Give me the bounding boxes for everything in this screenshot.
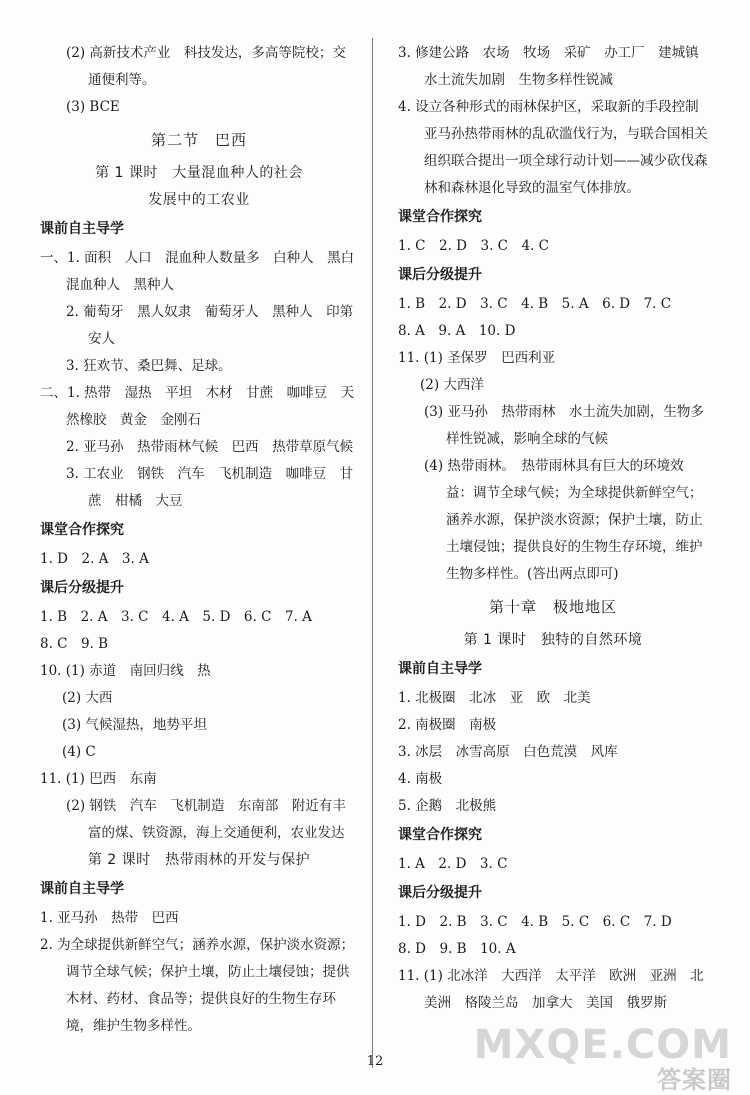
right-line: 1. C 2. D 3. C 4. C (398, 238, 549, 254)
left-line: 发展中的工农业 (148, 192, 250, 208)
right-line: 课堂合作探究 (398, 827, 482, 843)
left-line: 一、1. 面积 人口 混血种人数量多 白种人 黑白混血种人 黑种人 (40, 250, 355, 293)
left-column (40, 40, 358, 1040)
left-line: (2) 高新技术产业 科技发达，多高等院校；交通便利等。 (66, 45, 346, 88)
left-line: 8. C 9. B (40, 636, 109, 652)
left-line: 课堂合作探究 (40, 522, 124, 538)
right-line: 4. 南极 (398, 771, 443, 787)
left-line: 11. (1) 巴西 东南 (40, 771, 157, 787)
right-line: (3) 亚马孙 热带雨林 水土流失加剧，生物多样性锐减，影响全球的气候 (424, 404, 704, 447)
right-line: 课后分级提升 (398, 885, 482, 901)
left-line: 第 1 课时 大量混血种人的社会 (95, 165, 303, 181)
right-line: 3. 修建公路 农场 牧场 采矿 办工厂 建城镇 水土流失加剧 生物多样性锐减 (398, 45, 713, 88)
left-line: (3) BCE (66, 99, 120, 115)
right-line: 8. A 9. A 10. D (398, 323, 516, 339)
left-line: 1. D 2. A 3. A (40, 551, 149, 567)
right-line: 11. (1) 北冰洋 大西洋 太平洋 欧洲 亚洲 北美洲 格陵兰岛 加拿大 美国 俄罗斯 (398, 968, 704, 1011)
left-line: 2. 亚马孙 热带雨林气候 巴西 热带草原气候 (66, 439, 354, 455)
right-line: 1. B 2. D 3. C 4. B 5. A 6. D 7. C (398, 296, 672, 312)
right-column (398, 40, 713, 1017)
left-line: (2) 钢铁 汽车 飞机制造 东南部 附近有丰富的煤、铁资源，海上交通便利，农业发达 (66, 798, 346, 841)
left-line: 3. 工农业 钢铁 汽车 飞机制造 咖啡豆 甘蔗 柑橘 大豆 (66, 466, 354, 509)
left-line: 3. 狂欢节、桑巴舞、足球。 (66, 358, 232, 374)
column-divider (372, 38, 373, 1068)
right-line: 11. (1) 圣保罗 巴西利亚 (398, 350, 556, 366)
right-line: 第 1 课时 独特的自然环境 (463, 632, 643, 648)
right-line: (4) 热带雨林。 热带雨林具有巨大的环境效益：调节全球气候；为全球提供新鲜空气；涵养水源，保护淡水资源；保护土壤，防止土壤侵蚀；提供良好的生物生存环境，维护生物多样性。(答出两点即可) (424, 458, 703, 582)
left-line: (2) 大西 (62, 690, 113, 706)
right-line: 课前自主导学 (398, 661, 482, 677)
left-line: 1. B 2. A 3. C 4. A 5. D 6. C 7. A (40, 609, 312, 625)
right-line: 1. A 2. D 3. C (398, 856, 508, 872)
left-line: 课后分级提升 (40, 580, 124, 596)
right-line: 5. 企鹅 北极熊 (398, 798, 497, 814)
left-line: 第二节 巴西 (150, 131, 247, 149)
left-line: (3) 气候湿热，地势平坦 (62, 717, 207, 733)
right-line: 课后分级提升 (398, 267, 482, 283)
left-line: 10. (1) 赤道 南回归线 热 (40, 663, 211, 679)
left-line: (4) C (62, 744, 96, 760)
left-line: 1. 亚马孙 热带 巴西 (40, 910, 179, 926)
left-line: 2. 为全球提供新鲜空气；涵养水源，保护淡水资源；调节全球气候；保护土壤，防止土壤侵蚀；提供木材、药材、食品等；提供良好的生物生存环境，维护生物多样性。 (40, 937, 355, 1034)
watermark-sub: 答案圈 (657, 1066, 732, 1094)
right-line: 8. D 9. B 10. A (398, 941, 516, 957)
page-number: 12 (366, 1054, 384, 1069)
left-line: 课前自主导学 (40, 881, 124, 897)
right-line: 3. 冰层 冰雪高原 白色荒漠 风库 (398, 744, 618, 760)
watermark: MXQE.COM (473, 1022, 732, 1068)
left-line: 课前自主导学 (40, 221, 124, 237)
right-line: 课堂合作探究 (398, 209, 482, 225)
left-line: 二、1. 热带 湿热 平坦 木材 甘蔗 咖啡豆 天然橡胶 黄金 金刚石 (40, 385, 355, 428)
right-line: (2) 大西洋 (420, 377, 484, 393)
left-line: 2. 葡萄牙 黑人奴隶 葡萄牙人 黑种人 印第安人 (66, 304, 354, 347)
right-line: 第十章 极地地区 (488, 598, 617, 616)
right-line: 1. D 2. B 3. C 4. B 5. C 6. C 7. D (398, 914, 672, 930)
right-line: 2. 南极圈 南极 (398, 717, 497, 733)
right-line: 4. 设立各种形式的雨林保护区，采取新的手段控制亚马孙热带雨林的乱砍滥伐行为，与联合国相关组织联合提出一项全球行动计划——减少砍伐森林和森林退化导致的温室气体排放。 (398, 99, 708, 196)
left-line: 第 2 课时 热带雨林的开发与保护 (87, 852, 311, 868)
right-line: 1. 北极圈 北冰 亚 欧 北美 (398, 690, 591, 706)
